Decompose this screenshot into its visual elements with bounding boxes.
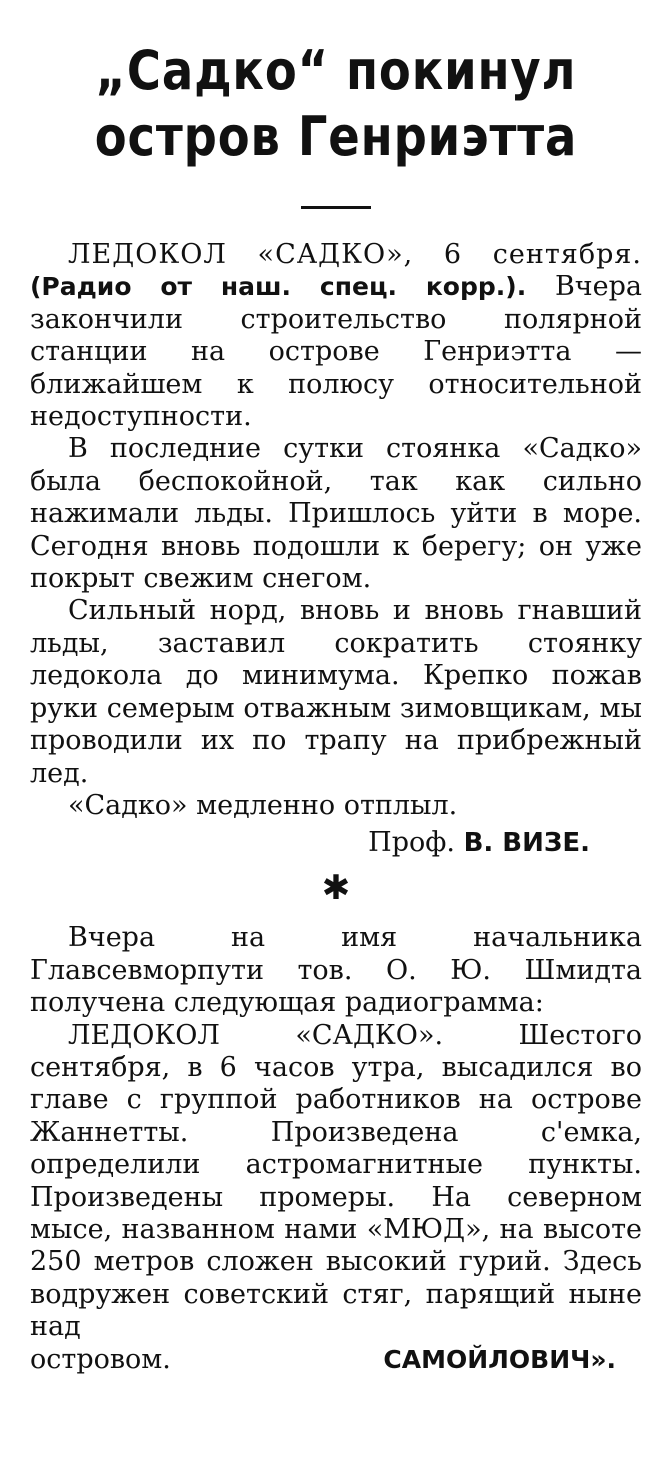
dateline: ЛЕДОКОЛ «САДКО», 6 сентября. [68,239,642,270]
radiogram-intro: Вчера на имя начальника Главсевморпути тов. О. Ю. Шмидта получена следующая радиограмма: [30,922,642,1019]
headline [73,38,599,170]
article-paragraph-3: Сильный норд, вновь и вновь гнавший льды, заставил сократить стоянку ледокола до минимума. Крепко пожав руки семерым отважным зимовщикам, мы проводили их по трапу на прибрежный лед. [30,595,642,789]
paragraph-1-text: Вчера закончили строительство полярной станции на острове Генриэтта — ближайшем к полюсу относительной недоступности. [30,271,642,433]
radiogram-last-word: островом. [30,1343,171,1375]
radiogram-signature: САМОЙЛОВИЧ». [383,1344,616,1374]
radiogram-body: ЛЕДОКОЛ «САДКО». Шестого сентября, в 6 часов утра, высадился во главе с группой работников на острове Жаннетты. Произведена с'емка, определили астромагнитные пункты. Произведены промеры. На северном мысе, названном нами «МЮД», на высоте 250 метров сложен высокий гурий. Здесь водружен советский стяг, парящий ныне над [30,1019,642,1343]
headline-divider [301,206,371,209]
signature-title: Проф. [368,827,455,859]
headline-line-1: „Садко“ покинул [95,39,577,102]
signature-name: В. ВИЗЕ. [463,828,590,859]
article-paragraph-2: В последние сутки стоянка «Садко» была беспокойной, так как сильно нажимали льды. Пришлось уйти в море. Сегодня вновь подошли к берегу; он уже покрыт свежим снегом. [30,433,642,595]
article-paragraph-4: «Садко» медленно отплыл. [68,789,458,821]
radiogram-closing [30,1344,642,1376]
section-separator-star: ✱ [321,868,351,909]
source-note: (Радио от наш. спец. корр.). [30,272,527,302]
article-paragraph-1 [30,239,642,433]
headline-line-2: остров Генриэтта [94,105,578,168]
author-signature [30,826,590,860]
